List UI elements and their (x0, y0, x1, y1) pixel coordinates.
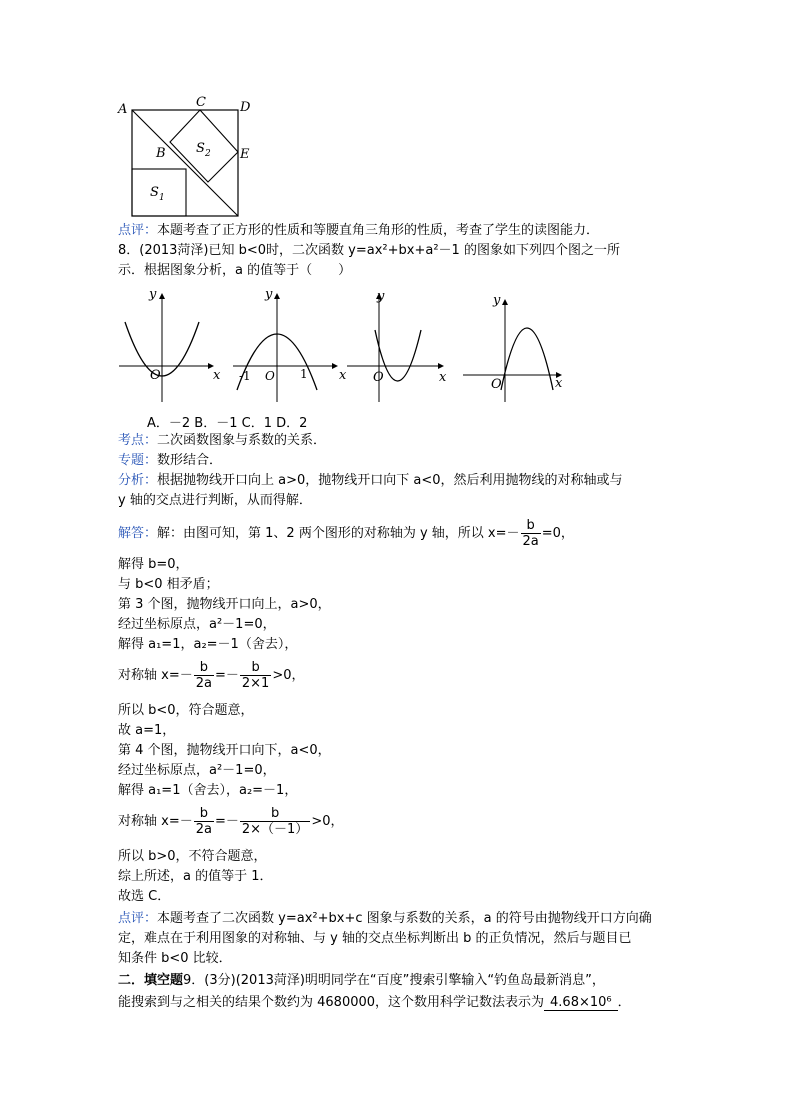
label-B: B (156, 146, 166, 161)
svg-text:y: y (377, 289, 385, 304)
jieda-l10: 第 4 个图，抛物线开口向下，a<0， (118, 743, 331, 758)
graphs-figure (115, 286, 575, 406)
jieda-l16: 故选 C． (118, 889, 171, 904)
jieda-l12: 解得 a₁=1（舍去），a₂=－1， (118, 783, 298, 798)
svg-text:x: x (339, 368, 347, 383)
svg-text:O: O (373, 370, 384, 385)
svg-text:x: x (213, 368, 221, 383)
svg-text:-1: -1 (239, 369, 251, 383)
zhuanti: 专题：数形结合． (118, 453, 223, 468)
jieda-l6: 解得 a₁=1，a₂=－1（舍去）， (118, 637, 298, 652)
label-D: D (240, 100, 251, 115)
label-S2: S (196, 141, 205, 156)
comment1-text: 本题考查了正方形的性质和等腰直角三角形的性质，考查了学生的读图能力． (157, 223, 600, 238)
svg-text:x: x (555, 376, 563, 391)
jieda-l14: 所以 b>0，不符合题意， (118, 849, 267, 864)
svg-text:y: y (493, 293, 501, 308)
svg-text:y: y (149, 287, 157, 302)
jieda-1: 解答：解：由图可知，第 1、2 两个图形的对称轴为 y 轴，所以 x=－ $\frac{b}{2a}$ =0， (118, 518, 574, 549)
q9-1: 二．填空题9．(3分)(2013菏泽)明明同学在“百度”搜索引擎输入“钓鱼岛最新消息”， (118, 973, 605, 988)
graph-1 (119, 287, 221, 402)
svg-text:x: x (439, 370, 447, 385)
comment1 (118, 222, 599, 240)
q9-2: 能搜索到与之相关的结果个数约为 4680000，这个数用科学记数法表示为 4.68×10⁶ ． (118, 995, 631, 1010)
jieda-axis2: 对称轴 x=－ $\frac{b}{2a}$ =－ $\frac{b}{2\times(-1)}$ >0， (118, 806, 344, 837)
jieda-l2: 解得 b=0， (118, 557, 189, 572)
svg-text:O: O (150, 368, 161, 383)
svg-text:y: y (265, 287, 273, 302)
comment2-2: 定，难点在于利用图象的对称轴、与 y 轴的交点坐标判断出 b 的正负情况，然后与题目已 (118, 931, 632, 946)
svg-text:1: 1 (300, 367, 308, 381)
label-S2-sub: 2 (205, 149, 211, 159)
square-figure (112, 94, 262, 224)
q8-options: A．－2 B．－1 C．1 D．2 (147, 416, 308, 431)
jieda-l15: 综上所述，a 的值等于 1． (118, 869, 273, 884)
svg-text:O: O (491, 377, 502, 392)
svg-text:O: O (265, 369, 275, 383)
graph-3 (347, 289, 447, 402)
jieda-l5: 经过坐标原点，a²－1=0， (118, 617, 276, 632)
comment2-3: 知条件 b<0 比较． (118, 951, 232, 966)
jieda-l8: 所以 b<0，符合题意， (118, 703, 254, 718)
q9-answer: 4.68×10⁶ (544, 995, 618, 1011)
q8-line2: 示．根据图象分析，a 的值等于（ ） (118, 263, 352, 278)
jieda-axis1: 对称轴 x=－ $\frac{b}{2a}$ =－ $\frac{b}{2\times 1}$ >0， (118, 660, 305, 691)
label-S1-sub: 1 (159, 193, 165, 203)
label-C: C (196, 95, 206, 110)
label-A: A (118, 102, 128, 117)
fenxi-2: y 轴的交点进行判断，从而得解． (118, 493, 312, 508)
kaodian: 考点：二次函数图象与系数的关系． (118, 433, 327, 448)
jieda-l3: 与 b<0 相矛盾； (118, 577, 219, 592)
q8-line1: 8．(2013菏泽)已知 b<0时，二次函数 y=ax²+bx+a²－1 的图象如下列四个图之一所 (118, 243, 620, 258)
label-E: E (240, 147, 250, 162)
label-S1: S (150, 185, 159, 200)
fenxi-1: 分析：根据抛物线开口向上 a>0，抛物线开口向下 a<0，然后利用抛物线的对称轴或与 (118, 473, 623, 488)
jieda-l11: 经过坐标原点，a²－1=0， (118, 763, 276, 778)
comment2-1: 点评：本题考查了二次函数 y=ax²+bx+c 图象与系数的关系，a 的符号由抛物线开口方向确 (118, 911, 652, 926)
jieda-l9: 故 a=1， (118, 723, 176, 738)
comment1-tag: 点评： (118, 223, 158, 238)
graph-4 (463, 293, 563, 402)
jieda-l4: 第 3 个图，抛物线开口向上，a>0， (118, 597, 331, 612)
graph-2 (233, 287, 347, 402)
